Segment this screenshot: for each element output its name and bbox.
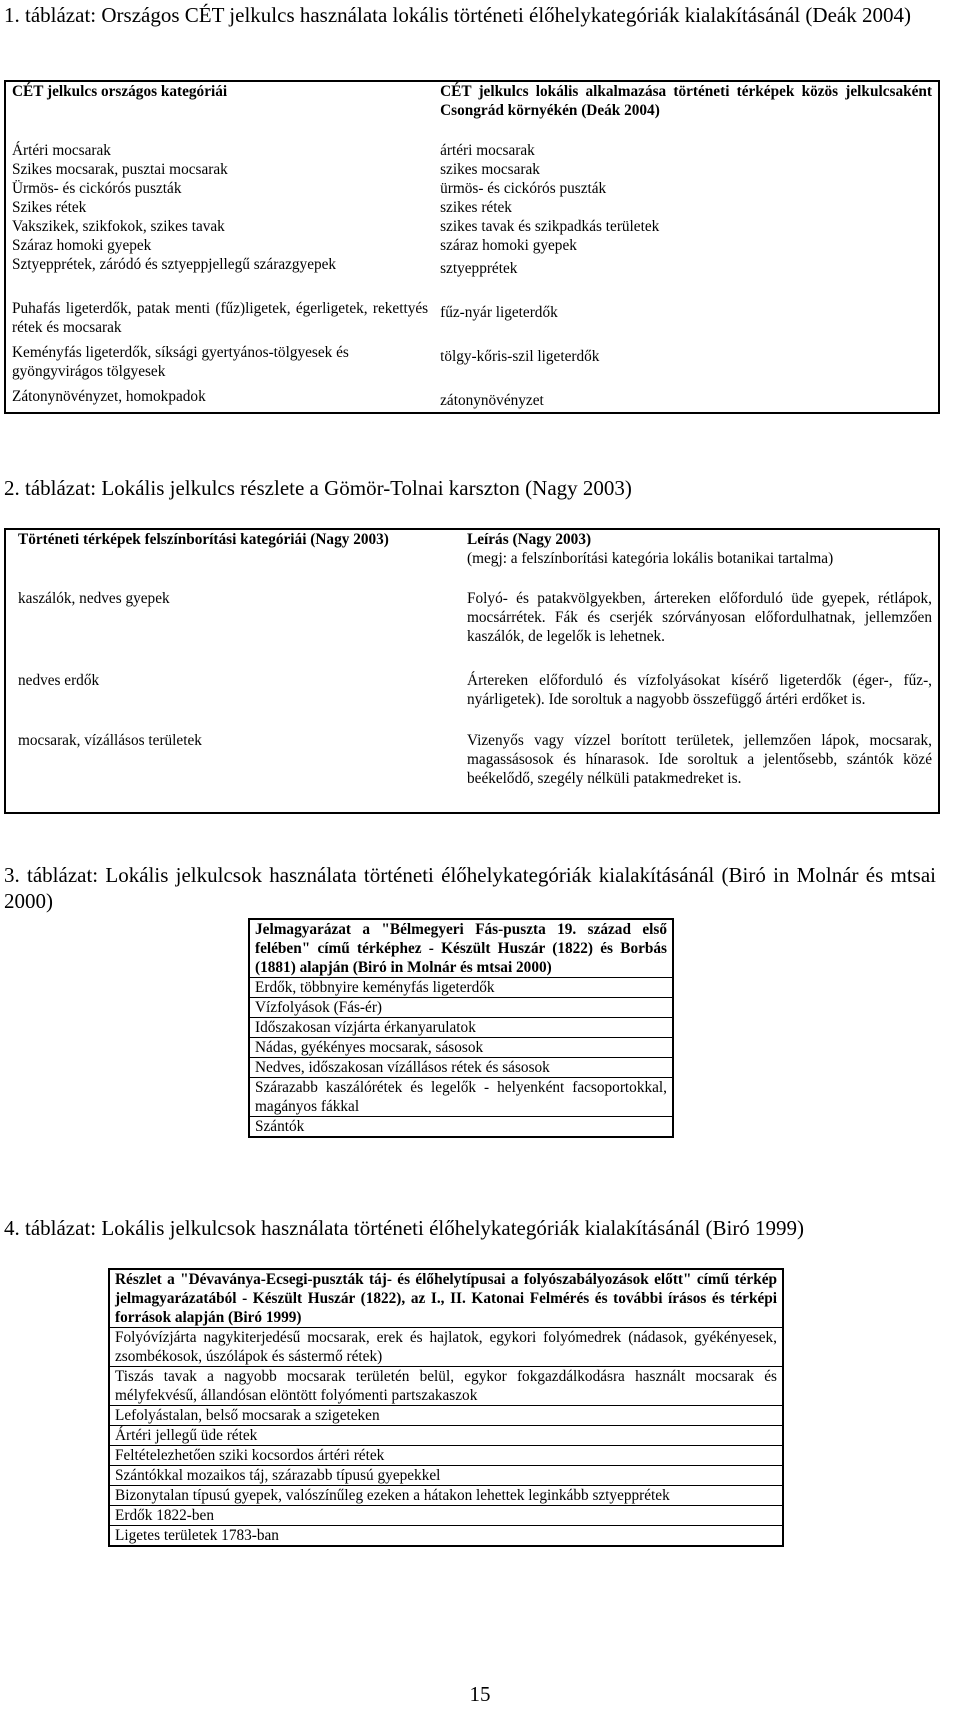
- table-1-right-header: CÉT jelkulcs lokális alkalmazása történeti térképek közös jelkulcsaként Csongrád környékén (Deák 2004): [440, 83, 932, 119]
- cell: zátonynövényzet: [440, 392, 544, 409]
- cell: Időszakosan vízjárta érkanyarulatok: [249, 1018, 673, 1038]
- table-1: [4, 80, 940, 414]
- table-3-header: Jelmagyarázat a "Bélmegyeri Fás-puszta 19. század első felében" című térképhez - Készült Huszár (1822) és Borbás (1881) alapján (Biró in Molnár és mtsai 2000): [249, 919, 673, 978]
- table-2-right-header-cell: [461, 529, 939, 589]
- table-4-header: Részlet a "Dévaványa-Ecsegi-puszták táj- és élőhelytípusai a folyószabályozások előtt" című térkép jelmagyarázatából - Készült Huszár (1822), az I., II. Katonai Felmérés és további írásos és térképi források alapján (Biró 1999): [109, 1269, 783, 1328]
- cell: tölgy-kőris-szil ligeterdők: [440, 348, 600, 365]
- table-row: [5, 179, 939, 198]
- cell: Ligetes területek 1783-ban: [109, 1526, 783, 1547]
- table-2-left-header: Történeti térképek felszínborítási kategóriái (Nagy 2003): [18, 531, 389, 548]
- table-row: [5, 671, 939, 731]
- cell: Ártéri mocsarak: [12, 142, 111, 159]
- table-row: [5, 217, 939, 236]
- cell: Szikes rétek: [12, 199, 87, 216]
- cell: szikes rétek: [440, 199, 512, 216]
- cell: mocsarak, vízállásos területek: [18, 732, 202, 749]
- table-row: [5, 589, 939, 671]
- table-1-left-header: CÉT jelkulcs országos kategóriái: [12, 83, 228, 100]
- cell: Feltételezhetően sziki kocsordos ártéri rétek: [109, 1446, 783, 1466]
- cell: ártéri mocsarak: [440, 142, 535, 159]
- cell: Vízfolyások (Fás-ér): [249, 998, 673, 1018]
- page-number: 15: [469, 1682, 491, 1706]
- cell: Száraz homoki gyepek: [12, 237, 152, 254]
- table-row: [249, 1117, 673, 1138]
- table-row: [109, 1328, 783, 1367]
- cell: Nedves, időszakosan vízállásos rétek és sásosok: [249, 1058, 673, 1078]
- cell: Ártéri jellegű üde rétek: [109, 1426, 783, 1446]
- cell: Lefolyástalan, belső mocsarak a szigeteken: [109, 1406, 783, 1426]
- cell: Nádas, gyékényes mocsarak, sásosok: [249, 1038, 673, 1058]
- table-row: [5, 299, 939, 343]
- table-4: [108, 1268, 784, 1547]
- table-row: [5, 343, 939, 387]
- cell: fűz-nyár ligeterdők: [440, 304, 558, 321]
- table-row: [5, 160, 939, 179]
- table-row: [5, 255, 939, 299]
- table-row: [109, 1486, 783, 1506]
- table-row: [249, 1058, 673, 1078]
- cell: Vakszikek, szikfokok, szikes tavak: [12, 218, 225, 235]
- table-row: [249, 998, 673, 1018]
- cell: Folyó- és patakvölgyekben, ártereken előforduló üde gyepek, rétlápok, mocsárrétek. Fák és cserjék szórványosan előfordulhatnak, jellemzően kaszálók, de legelők is lehetnek.: [467, 590, 932, 645]
- cell: Puhafás ligeterdők, patak menti (fűz)ligetek, égerligetek, rekettyés rétek és mocsarak: [12, 300, 429, 336]
- cell: Keményfás ligeterdők, síksági gyertyános-tölgyesek és gyöngyvirágos tölgyesek: [12, 344, 349, 380]
- table-row: [109, 1406, 783, 1426]
- table-2-right-header: Leírás (Nagy 2003): [467, 531, 592, 548]
- table-row: [109, 1446, 783, 1466]
- cell: Zátonynövényzet, homokpadok: [12, 388, 206, 405]
- cell: Szántókkal mozaikos táj, szárazabb típusú gyepekkel: [109, 1466, 783, 1486]
- table-row: [5, 731, 939, 813]
- table-row: [5, 141, 939, 160]
- cell: Bizonytalan típusú gyepek, valószínűleg ezeken a hátakon lehettek leginkább sztyepprétek: [109, 1486, 783, 1506]
- table-2: [4, 528, 940, 814]
- cell: Erdők 1822-ben: [109, 1506, 783, 1526]
- table-row: [249, 978, 673, 998]
- cell: Szárazabb kaszálórétek és legelők - helyenként facsoportokkal, magányos fákkal: [249, 1078, 673, 1117]
- cell: ürmös- és cickórós puszták: [440, 180, 607, 197]
- table-row: [5, 236, 939, 255]
- cell: Szikes mocsarak, pusztai mocsarak: [12, 161, 228, 178]
- cell: Vizenyős vagy vízzel borított területek, jellemzően lápok, mocsarak, magassásosok és hínarasok. Ide soroltuk a jelentősebb, szántók közé beékelődő, szegély nélküli patakmedreket is.: [467, 732, 932, 787]
- cell: Sztyepprétek, záródó és sztyeppjellegű szárazgyepek: [12, 256, 337, 273]
- table-row: [109, 1466, 783, 1486]
- table-row: [249, 1038, 673, 1058]
- cell: szikes mocsarak: [440, 161, 540, 178]
- cell: Folyóvízjárta nagykiterjedésű mocsarak, erek és hajlatok, egykori folyómedrek (nádasok, gyékényesek, zsombékosok, úszólápok és sástermő rétek): [109, 1328, 783, 1367]
- table-row: [5, 387, 939, 413]
- table-row: [109, 1506, 783, 1526]
- cell: száraz homoki gyepek: [440, 237, 577, 254]
- cell: Tiszás tavak a nagyobb mocsarak területén belül, egykor fokgazdálkodásra használt mocsarak és mélyfekvésű, állandósan elöntött folyómenti partszakaszok: [109, 1367, 783, 1406]
- table-2-right-header-note: (megj: a felszínborítási kategória lokális botanikai tartalma): [467, 550, 834, 567]
- cell: Ürmös- és cickórós puszták: [12, 180, 182, 197]
- table-2-caption: 2. táblázat: Lokális jelkulcs részlete a Gömör-Tolnai karszton (Nagy 2003): [4, 476, 632, 500]
- table-row: [249, 1078, 673, 1117]
- table-row: [109, 1367, 783, 1406]
- table-3-caption: 3. táblázat: Lokális jelkulcsok használata történeti élőhelykategóriák kialakításánál (Biró in Molnár és mtsai 2000): [4, 863, 936, 913]
- cell: Szántók: [249, 1117, 673, 1138]
- cell: kaszálók, nedves gyepek: [18, 590, 170, 607]
- table-row: [5, 198, 939, 217]
- table-4-caption: 4. táblázat: Lokális jelkulcsok használata történeti élőhelykategóriák kialakításánál (Biró 1999): [4, 1216, 805, 1240]
- table-3: [248, 918, 674, 1138]
- cell: Erdők, többnyire keményfás ligeterdők: [249, 978, 673, 998]
- table-row: [249, 1018, 673, 1038]
- cell: Ártereken előforduló és vízfolyásokat kísérő ligeterdők (éger-, fűz-, nyárligetek). Ide soroltuk a nagyobb összefüggő ártéri erdőket is.: [467, 672, 932, 708]
- cell: nedves erdők: [18, 672, 100, 689]
- table-1-caption: 1. táblázat: Országos CÉT jelkulcs használata lokális történeti élőhelykategóriák kialakításánál (Deák 2004): [4, 3, 911, 27]
- cell: sztyepprétek: [440, 260, 518, 277]
- table-row: [109, 1426, 783, 1446]
- table-row: [109, 1526, 783, 1547]
- cell: szikes tavak és szikpadkás területek: [440, 218, 660, 235]
